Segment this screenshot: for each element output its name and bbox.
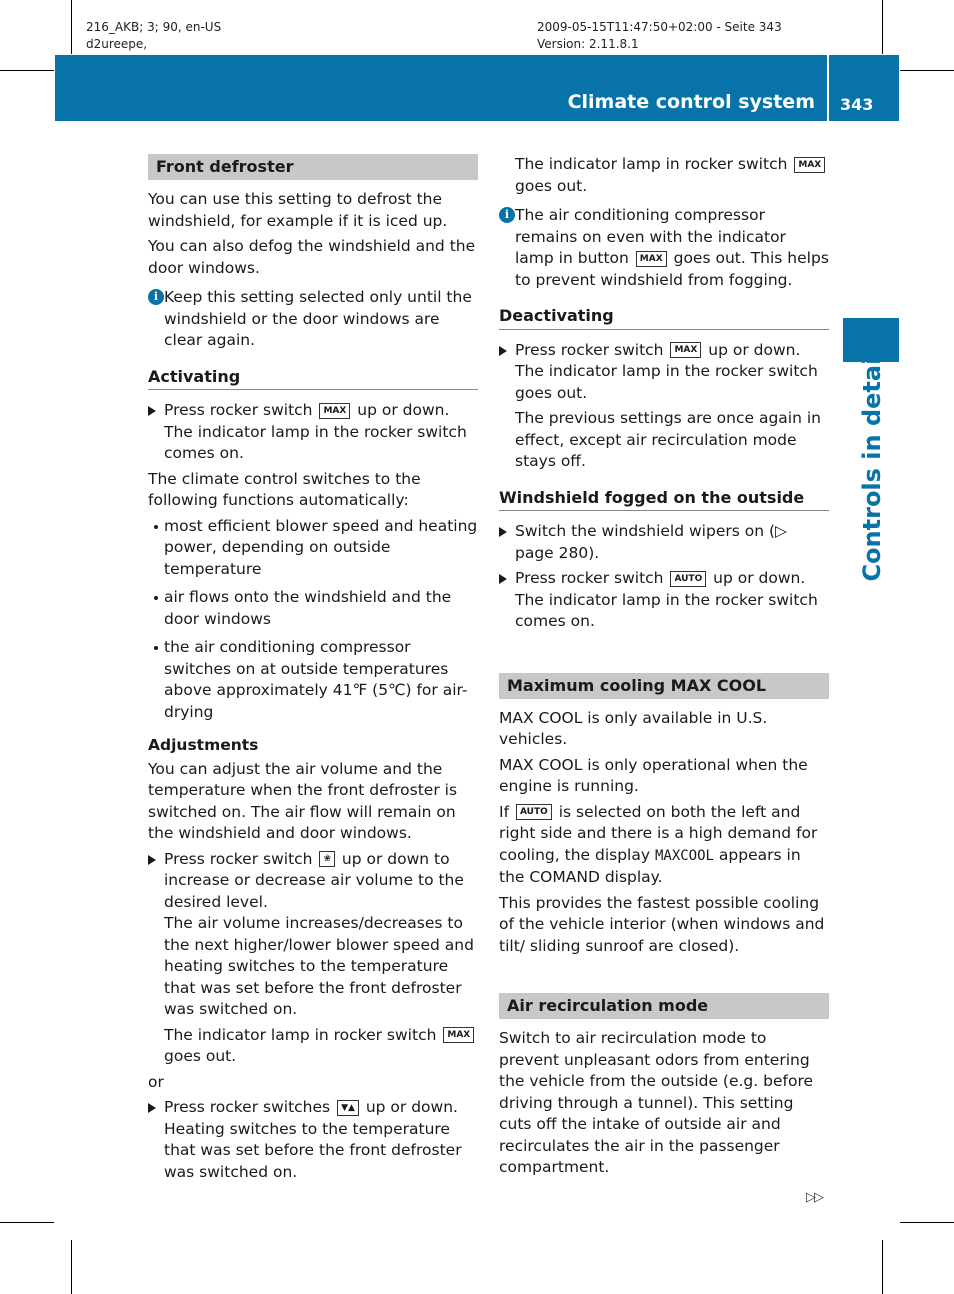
or-text: or <box>148 1072 164 1091</box>
paragraph: Switch to air recirculation mode to prevent unpleasant odors from entering the vehicle from the outside (e.g. before driving through a tunnel). This setting cuts off the intake of outside air and recirculates the air in the passenger compartment. <box>499 1029 814 1176</box>
indented-text <box>148 1025 478 1068</box>
instruction-step <box>148 849 478 1021</box>
instruction-step <box>499 340 829 405</box>
display-message: MAXCOOL <box>654 847 714 864</box>
step-text: up or down. <box>708 340 801 359</box>
bullet-text: the air conditioning compressor switches on at outside temperatures above approximately 41℉ (5℃) for air-drying <box>164 638 468 721</box>
section-heading-air-recirculation: Air recirculation mode <box>499 993 829 1019</box>
subheading-windshield-fogged: Windshield fogged on the outside <box>499 487 829 512</box>
info-note <box>499 205 829 291</box>
step-text: up or down to increase or decrease air volume to the desired level. <box>164 849 464 911</box>
paragraph: MAX COOL is only available in U.S. vehicles. <box>499 708 768 748</box>
meta-line: 216_AKB; 3; 90, en-US <box>86 20 222 34</box>
section-heading-max-cool: Maximum cooling MAX COOL <box>499 673 829 699</box>
indented-text <box>499 154 829 197</box>
page-number: 343 <box>840 95 874 114</box>
paragraph: The climate control switches to the following functions automatically: <box>148 469 421 509</box>
step-arrow-icon <box>148 406 156 416</box>
bullet-text: most efficient blower speed and heating power, depending on outside temperature <box>164 516 478 578</box>
step-arrow-icon <box>499 346 507 356</box>
step-arrow-icon <box>499 527 507 537</box>
left-column <box>148 154 478 1187</box>
paragraph <box>499 802 829 889</box>
bullet-item <box>148 587 478 630</box>
text: appears in the COMAND display. <box>499 845 801 886</box>
paragraph: MAX COOL is only operational when the engine is running. <box>499 755 808 795</box>
text: If <box>499 802 510 821</box>
step-result: Heating switches to the temperature that was set before the front defroster was switched on. <box>164 1119 462 1181</box>
page-title: Climate control system <box>567 91 815 113</box>
instruction-step <box>499 568 829 633</box>
crop-mark <box>900 1222 954 1223</box>
step-text: up or down. <box>357 401 450 419</box>
max-defrost-icon: MAX <box>319 403 350 419</box>
crop-mark <box>71 1240 72 1294</box>
info-note <box>148 287 478 352</box>
auto-icon: AUTO <box>516 804 552 820</box>
paragraph: You can use this setting to defrost the windshield, for example if it is iced up. <box>148 190 448 230</box>
step-text: Press rocker switch <box>515 569 664 587</box>
step-text: up or down. <box>365 1098 458 1116</box>
meta-line: Version: 2.11.8.1 <box>537 37 639 51</box>
step-result: The indicator lamp in the rocker switch goes out. <box>515 362 818 402</box>
subheading-adjustments: Adjustments <box>148 736 259 754</box>
right-column <box>499 154 829 1183</box>
subheading-deactivating: Deactivating <box>499 305 829 330</box>
section-tab-label: Controls in detail <box>858 348 886 582</box>
text: is selected on both the left and right side and there is a high demand for cooling, the display <box>499 802 818 864</box>
section-heading-front-defroster: Front defroster <box>148 154 478 180</box>
header-divider <box>827 55 829 121</box>
step-text: goes out. <box>164 1047 237 1065</box>
crop-mark <box>882 0 883 54</box>
max-defrost-icon: MAX <box>794 157 825 173</box>
step-result: The indicator lamp in the rocker switch comes on. <box>515 590 818 630</box>
indented-text: The previous settings are once again in effect, except air recirculation mode stays off. <box>515 409 821 470</box>
step-arrow-icon <box>148 855 156 865</box>
max-defrost-icon: MAX <box>636 251 667 267</box>
step-text: The indicator lamp in rocker switch <box>515 155 788 173</box>
crop-mark <box>882 1240 883 1294</box>
step-text: Press rocker switch <box>164 401 313 419</box>
step-arrow-icon <box>499 574 507 584</box>
step-text: The indicator lamp in rocker switch <box>164 1025 437 1044</box>
header-band <box>55 55 899 121</box>
step-text: Press rocker switch <box>515 340 664 359</box>
crop-mark <box>0 1222 54 1223</box>
crop-mark <box>71 0 72 54</box>
step-result: The indicator lamp in the rocker switch comes on. <box>164 422 467 462</box>
step-text: Press rocker switch <box>164 849 313 868</box>
info-text: The air conditioning compressor remains on even with the indicator lamp in button <box>515 206 786 267</box>
step-text: Press rocker switches <box>164 1098 331 1116</box>
temperature-icon: ▼▲ <box>337 1100 359 1116</box>
subheading-activating: Activating <box>148 366 478 391</box>
step-arrow-icon <box>148 1103 156 1113</box>
bullet-item <box>148 516 478 581</box>
bullet-icon <box>154 525 158 529</box>
instruction-step <box>148 400 478 465</box>
paragraph: You can also defog the windshield and the door windows. <box>148 237 476 277</box>
max-defrost-icon: MAX <box>443 1027 474 1043</box>
step-text[interactable]: Switch the windshield wipers on (▷ page 280). <box>515 522 787 562</box>
info-text: goes out. This helps to prevent windshield from fogging. <box>515 249 829 289</box>
paragraph: You can adjust the air volume and the temperature when the front defroster is switched on. The air flow will remain on the windshield and door windows. <box>148 759 458 842</box>
info-text: Keep this setting selected only until the windshield or the door windows are clear again. <box>164 288 472 349</box>
step-text: goes out. <box>515 176 588 195</box>
crop-mark <box>900 70 954 71</box>
bullet-icon <box>154 646 158 650</box>
meta-line: 2009-05-15T11:47:50+02:00 - Seite 343 <box>537 20 782 34</box>
instruction-step <box>499 521 829 564</box>
print-meta-right <box>537 19 782 53</box>
instruction-step <box>148 1097 478 1183</box>
bullet-text: air flows onto the windshield and the door windows <box>164 588 452 628</box>
print-meta-left <box>86 19 221 53</box>
paragraph: This provides the fastest possible cooling of the vehicle interior (when windows and tilt/ sliding sunroof are closed). <box>499 893 825 955</box>
bullet-icon <box>154 596 158 600</box>
fan-icon: ❀ <box>319 851 335 867</box>
continue-marker: ▷▷ <box>806 1190 822 1205</box>
info-icon: i <box>499 207 515 223</box>
auto-icon: AUTO <box>670 571 706 587</box>
max-defrost-icon: MAX <box>670 342 701 358</box>
step-result: The air volume increases/decreases to the next higher/lower blower speed and heating switches to the temperature that was set before the front defroster was switched on. <box>164 914 474 1018</box>
crop-mark <box>0 70 54 71</box>
info-icon: i <box>148 289 164 305</box>
bullet-item <box>148 637 478 723</box>
step-text: up or down. <box>713 569 806 587</box>
meta-line: d2ureepe, <box>86 37 148 51</box>
